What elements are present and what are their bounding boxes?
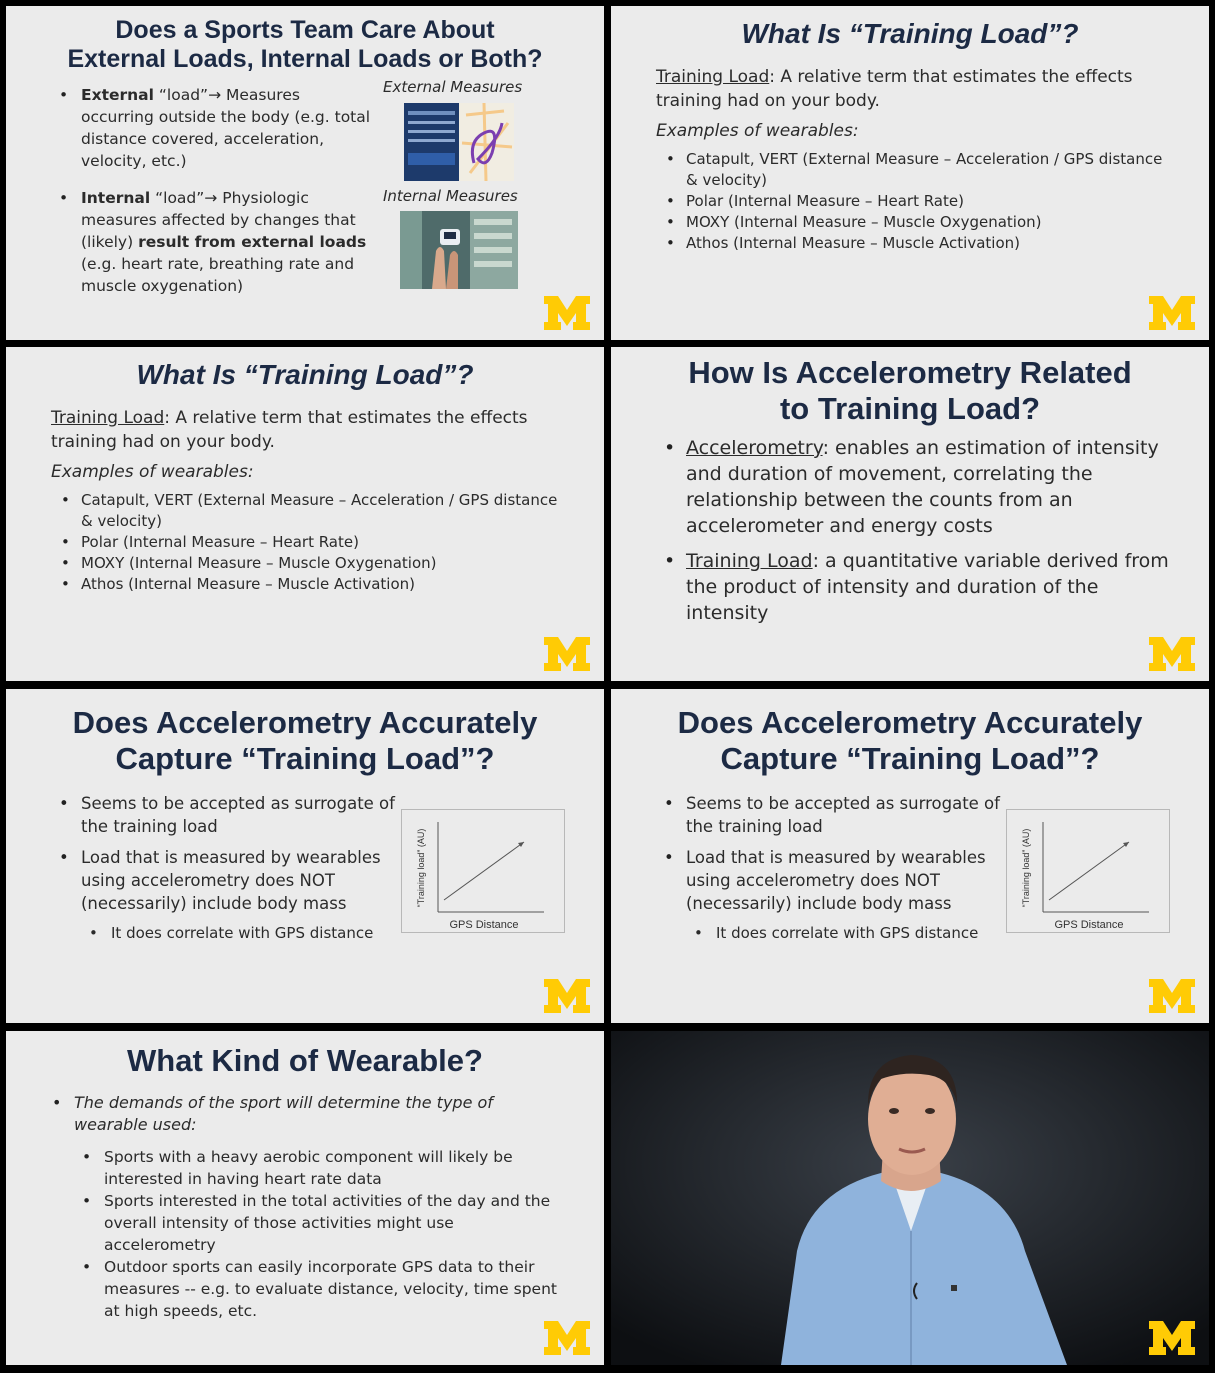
presenter-image: [611, 1031, 1209, 1365]
examples-label: Examples of wearables:: [51, 462, 254, 482]
bullet-list-external: [81, 84, 376, 172]
title-line-1: Does Accelerometry Accurately: [677, 705, 1143, 740]
slide-accelerometry-training-load[interactable]: [611, 347, 1209, 681]
list-item: • Sports interested in the total activities of the day and the overall intensity of those activities might use accelerometry: [104, 1190, 564, 1256]
list-item: • Athos (Internal Measure – Muscle Activation): [81, 574, 561, 595]
michigan-m-logo-icon: [1149, 637, 1195, 671]
michigan-m-logo-icon: [1149, 979, 1195, 1013]
list-item: • MOXY (Internal Measure – Muscle Oxygenation): [686, 212, 1166, 233]
presenter-video-frame[interactable]: [611, 1031, 1209, 1365]
slide-title: [611, 355, 1209, 427]
michigan-m-logo-icon: [544, 637, 590, 671]
slide-title: [6, 705, 604, 777]
internal-description-b: (e.g. heart rate, breathing rate and muscle oxygenation): [81, 255, 355, 295]
bullet-external: [81, 84, 376, 172]
list-item: • Catapult, VERT (External Measure – Acceleration / GPS distance & velocity): [81, 490, 561, 532]
chart-svg: [402, 810, 566, 934]
definition-text: : A relative term that estimates the effects training had on your body.: [51, 408, 528, 452]
title-line-1: How Is Accelerometry Related: [688, 355, 1132, 390]
bullet-surrogate: • Seems to be accepted as surrogate of the training load: [81, 792, 401, 838]
list-item: • Polar (Internal Measure – Heart Rate): [81, 532, 561, 553]
list-item: • MOXY (Internal Measure – Muscle Oxygenation): [81, 553, 561, 574]
slide-training-load-definition[interactable]: [611, 6, 1209, 340]
michigan-m-logo-icon: [1149, 1321, 1195, 1355]
title-line-2: to Training Load?: [779, 391, 1041, 426]
term-training-load: Training Load: [51, 408, 165, 428]
chart-y-label: “Training load” (AU): [1021, 828, 1031, 908]
title-line-2: Capture “Training Load”?: [115, 741, 495, 776]
bullet-internal: [81, 187, 376, 297]
slide-what-kind-of-wearable[interactable]: [6, 1031, 604, 1365]
external-measures-caption: External Measures: [383, 78, 523, 96]
slide-accelerometry-accuracy[interactable]: [6, 689, 604, 1023]
sub-bullet-text: It does correlate with GPS distance: [111, 924, 374, 942]
pulse-oximeter-photo-image: [400, 211, 518, 289]
definition-text: : A relative term that estimates the effects training had on your body.: [656, 67, 1133, 111]
internal-description-a: “load”→ Physiologic measures affected by changes that (likely): [81, 189, 356, 251]
michigan-m-logo-icon: [1149, 296, 1195, 330]
gps-app-screenshot-image: [404, 103, 514, 181]
bullet-accelerometry: [686, 435, 1176, 539]
title-line-1: Does Accelerometry Accurately: [72, 705, 538, 740]
chart-svg: [1007, 810, 1171, 934]
training-load-definition: [51, 406, 571, 454]
michigan-m-logo-icon: [544, 979, 590, 1013]
sub-bullet-gps: • It does correlate with GPS distance: [694, 924, 979, 942]
slide-title: What Kind of Wearable?: [127, 1043, 483, 1078]
title-line-1: Does a Sports Team Care About: [115, 16, 495, 44]
bullet-list: [81, 792, 401, 915]
examples-label: Examples of wearables:: [656, 121, 859, 141]
sub-bullet-text: It does correlate with GPS distance: [716, 924, 979, 942]
term-training-load: Training Load: [686, 550, 813, 572]
wearables-list: [686, 149, 1166, 254]
training-load-definition: [656, 65, 1176, 113]
internal-emphasis: result from external loads: [138, 233, 367, 251]
chart-y-label: “Training load” (AU): [416, 828, 426, 908]
wearables-list: [81, 490, 561, 595]
training-load-description: : a quantitative variable derived from the product of intensity and duration of the intensity: [686, 550, 1169, 624]
title-line-2: External Loads, Internal Loads or Both?: [67, 45, 543, 73]
internal-measures-caption: Internal Measures: [383, 187, 518, 205]
slide-title: What Is “Training Load”?: [741, 18, 1079, 49]
slide-title: What Is “Training Load”?: [136, 359, 474, 390]
slide-title: [6, 16, 604, 74]
bullet-surrogate: • Seems to be accepted as surrogate of the training load: [686, 792, 1006, 838]
title-line-2: Capture “Training Load”?: [720, 741, 1100, 776]
chart-x-label: GPS Distance: [1054, 919, 1124, 931]
sub-bullet-gps: • It does correlate with GPS distance: [89, 924, 374, 942]
bullet-list: [686, 792, 1006, 915]
list-item: • Outdoor sports can easily incorporate GPS data to their measures -- e.g. to evaluate distance, velocity, time spent at high speeds, etc.: [104, 1256, 564, 1322]
term-external: External: [81, 86, 154, 104]
michigan-m-logo-icon: [544, 1321, 590, 1355]
slide-title: [611, 705, 1209, 777]
michigan-m-logo-icon: [544, 296, 590, 330]
bullet-list-internal: [81, 187, 376, 297]
trend-line: [1049, 842, 1129, 900]
list-item: • Sports with a heavy aerobic component will likely be interested in having heart rate data: [104, 1146, 564, 1190]
term-training-load: Training Load: [656, 67, 770, 87]
slide-external-internal-loads[interactable]: [6, 6, 604, 340]
lead-bullet-list: [74, 1092, 544, 1136]
external-description: “load”→ Measures occurring outside the body (e.g. total distance covered, acceleration, velocity, etc.): [81, 86, 371, 170]
slide-accelerometry-accuracy-repeat[interactable]: [611, 689, 1209, 1023]
accelerometry-description: : enables an estimation of intensity and duration of movement, correlating the relationship between the counts from an accelerometer and energy costs: [686, 437, 1159, 537]
term-accelerometry: Accelerometry: [686, 437, 823, 459]
trend-line: [444, 842, 524, 900]
list-item: • Catapult, VERT (External Measure – Acceleration / GPS distance & velocity): [686, 149, 1166, 191]
term-internal: Internal: [81, 189, 151, 207]
bullet-list: [686, 435, 1176, 626]
load-vs-gps-chart: [401, 809, 565, 933]
bullet-training-load: [686, 548, 1176, 626]
list-item: • Polar (Internal Measure – Heart Rate): [686, 191, 1166, 212]
chart-x-label: GPS Distance: [449, 919, 519, 931]
bullet-body-mass: • Load that is measured by wearables using accelerometry does NOT (necessarily) include body mass: [686, 846, 1006, 915]
bullet-body-mass: • Load that is measured by wearables using accelerometry does NOT (necessarily) include body mass: [81, 846, 401, 915]
load-vs-gps-chart: [1006, 809, 1170, 933]
lead-bullet: • The demands of the sport will determine the type of wearable used:: [74, 1092, 544, 1136]
list-item: • Athos (Internal Measure – Muscle Activation): [686, 233, 1166, 254]
slide-training-load-definition-repeat[interactable]: [6, 347, 604, 681]
wearable-criteria-list: [104, 1146, 564, 1322]
